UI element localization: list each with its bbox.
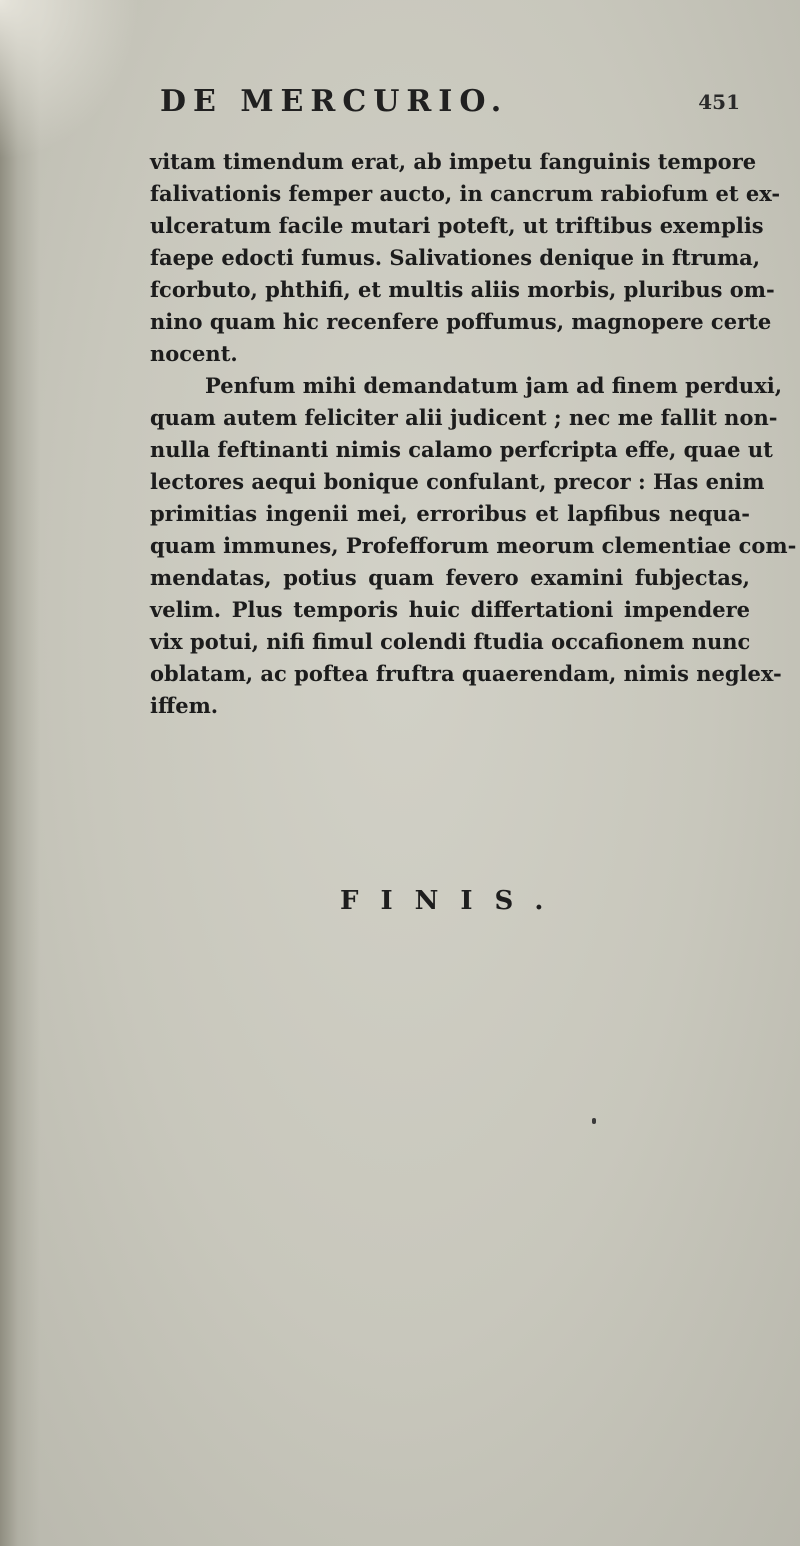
text-line: lectores aequi bonique confulant, precor : Has enim [150,469,765,494]
text-line: quam immunes, Profefforum meorum clementiae com- [150,533,797,558]
closing-word: FINIS. [340,886,566,916]
text-line: velim. Plus temporis huic differtationi impendere [150,597,750,622]
page-number: 451 [698,90,740,114]
running-title: DE MERCURIO. [160,84,509,119]
text-line: primitias ingenii mei, erroribus et lapfibus nequa- [150,501,750,526]
text-line: ulceratum facile mutari poteft, ut triftibus exemplis [150,213,764,238]
text-line: Penfum mihi demandatum jam ad finem perduxi, [205,373,783,398]
text-line: quam autem feliciter alii judicent ; nec me fallit non- [150,405,778,430]
text-line: iffem. [150,693,219,718]
page-corner-wear [0,0,140,160]
text-line: falivationis femper aucto, in cancrum rabiofum et ex- [150,181,781,206]
text-line: mendatas, potius quam fevero examini fubjectas, [150,565,750,590]
text-line: vitam timendum erat, ab impetu fanguinis tempore [150,149,757,174]
text-line: nulla feftinanti nimis calamo perfcripta effe, quae ut [150,437,773,462]
text-line: nino quam hic recenfere poffumus, magnopere certe [150,309,772,334]
text-line: vix potui, nifi fimul colendi ftudia occafionem nunc [150,629,751,654]
text-line: fcorbuto, phthifi, et multis aliis morbis, pluribus om- [150,277,775,302]
text-line: faepe edocti fumus. Salivationes denique in ftruma, [150,245,761,270]
text-line: nocent. [150,341,238,366]
ink-speck [592,1118,596,1124]
running-header [160,84,740,124]
text-line: oblatam, ac poftea fruftra quaerendam, nimis neglex- [150,661,782,686]
page-gutter-shadow [0,0,40,1546]
